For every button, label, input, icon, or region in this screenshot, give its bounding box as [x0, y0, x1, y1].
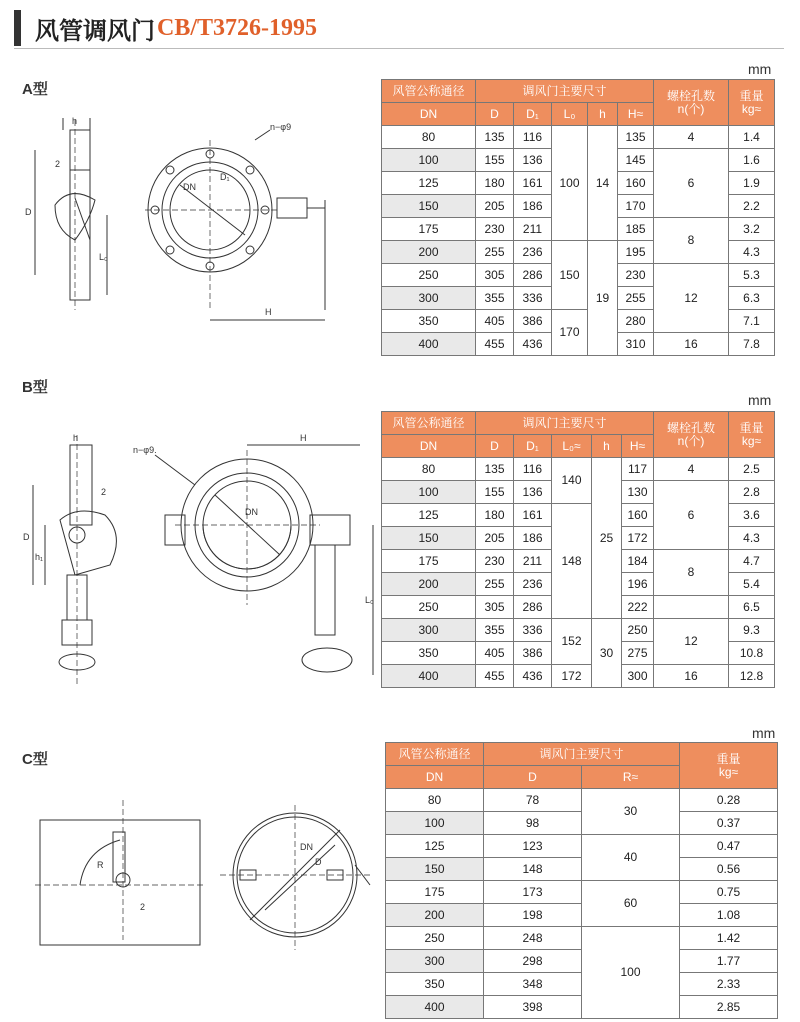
- c-kg-cell: 0.56: [680, 858, 778, 881]
- a-h-cell: 14: [588, 126, 618, 241]
- a-D-cell: 455: [476, 333, 514, 356]
- b-head-dn2: DN: [382, 435, 476, 458]
- a-n-cell: 12: [654, 264, 729, 333]
- c-kg-cell: 1.08: [680, 904, 778, 927]
- b-kg-cell: 10.8: [729, 642, 775, 665]
- c-dn-cell: 300: [386, 950, 484, 973]
- a-h-cell: 19: [588, 241, 618, 356]
- b-L0-cell: 172: [552, 665, 592, 688]
- a-dn-cell: 150: [382, 195, 476, 218]
- b-dn-cell: 150: [382, 527, 476, 550]
- b-head-L0: L₀≈: [552, 435, 592, 458]
- c-D-cell: 248: [484, 927, 582, 950]
- b-dim-DN: DN: [245, 507, 258, 517]
- b-D1-cell: 286: [514, 596, 552, 619]
- section-b-unit: mm: [748, 392, 772, 408]
- a-n-cell: 8: [654, 218, 729, 264]
- c-kg-cell: 2.33: [680, 973, 778, 996]
- c-dn-cell: 100: [386, 812, 484, 835]
- b-kg-cell: 5.4: [729, 573, 775, 596]
- a-L0-cell: 100: [552, 126, 588, 241]
- b-H-cell: 130: [622, 481, 654, 504]
- c-R-cell: 60: [582, 881, 680, 927]
- b-dn-cell: 100: [382, 481, 476, 504]
- table-row: [386, 927, 778, 950]
- header-rule: [14, 48, 784, 49]
- section-c-drawing: [15, 790, 385, 960]
- a-D1-cell: 336: [514, 287, 552, 310]
- section-a-drawing: [15, 110, 355, 345]
- b-H-cell: 172: [622, 527, 654, 550]
- c-dn-cell: 125: [386, 835, 484, 858]
- section-c-table: [385, 742, 778, 1019]
- b-D-cell: 355: [476, 619, 514, 642]
- b-h-cell: 25: [592, 458, 622, 619]
- a-dn-cell: 250: [382, 264, 476, 287]
- b-dn-cell: 175: [382, 550, 476, 573]
- table-row: [386, 881, 778, 904]
- a-H-cell: 230: [618, 264, 654, 287]
- section-c-label: C型: [22, 751, 48, 768]
- b-dn-cell: 400: [382, 665, 476, 688]
- c-dn-cell: 150: [386, 858, 484, 881]
- a-D1-cell: 136: [514, 149, 552, 172]
- c-head-R: R≈: [582, 766, 680, 789]
- a-kg-cell: 7.1: [729, 310, 775, 333]
- section-b-table: [381, 411, 775, 688]
- b-D1-cell: 186: [514, 527, 552, 550]
- c-D-cell: 98: [484, 812, 582, 835]
- b-dim-h1: h₁: [35, 552, 44, 562]
- a-dn-cell: 80: [382, 126, 476, 149]
- page-title: 风管调风门: [35, 16, 155, 45]
- b-H-cell: 184: [622, 550, 654, 573]
- a-D-cell: 355: [476, 287, 514, 310]
- c-R-cell: 100: [582, 927, 680, 1019]
- b-n-cell: 8: [654, 550, 729, 596]
- b-D1-cell: 136: [514, 481, 552, 504]
- c-dn-cell: 400: [386, 996, 484, 1019]
- a-D1-cell: 186: [514, 195, 552, 218]
- table-row: [382, 458, 775, 481]
- a-dim-L0: L₀: [99, 252, 108, 262]
- a-dn-cell: 200: [382, 241, 476, 264]
- b-head-h: h: [592, 435, 622, 458]
- a-dn-cell: 400: [382, 333, 476, 356]
- b-n-cell: [654, 596, 729, 619]
- b-dn-cell: 200: [382, 573, 476, 596]
- a-head-H: H≈: [618, 103, 654, 126]
- b-head-dn: 风管公称通径: [382, 412, 476, 435]
- b-D-cell: 155: [476, 481, 514, 504]
- c-D-cell: 348: [484, 973, 582, 996]
- a-D-cell: 205: [476, 195, 514, 218]
- b-D-cell: 455: [476, 665, 514, 688]
- section-b-drawing: [15, 425, 385, 695]
- c-kg-cell: 1.42: [680, 927, 778, 950]
- b-kg-cell: 3.6: [729, 504, 775, 527]
- c-kg-cell: 0.75: [680, 881, 778, 904]
- b-dim-H: H: [300, 433, 307, 443]
- b-D-cell: 405: [476, 642, 514, 665]
- b-L0-cell: 140: [552, 458, 592, 504]
- c-R-cell: 40: [582, 835, 680, 881]
- b-H-cell: 222: [622, 596, 654, 619]
- a-H-cell: 255: [618, 287, 654, 310]
- b-D-cell: 135: [476, 458, 514, 481]
- a-D-cell: 135: [476, 126, 514, 149]
- c-R-cell: 30: [582, 789, 680, 835]
- a-dn-cell: 125: [382, 172, 476, 195]
- a-dim-DN: DN: [183, 182, 196, 192]
- c-dn-cell: 350: [386, 973, 484, 996]
- c-kg-cell: 2.85: [680, 996, 778, 1019]
- c-dim-D: D: [315, 857, 322, 867]
- a-H-cell: 145: [618, 149, 654, 172]
- a-D1-cell: 286: [514, 264, 552, 287]
- b-kg-cell: 6.5: [729, 596, 775, 619]
- b-dn-cell: 300: [382, 619, 476, 642]
- c-head-D: D: [484, 766, 582, 789]
- a-kg-cell: 3.2: [729, 218, 775, 241]
- b-head-bolt: 螺栓孔数 n(个): [654, 412, 729, 458]
- a-D-cell: 255: [476, 241, 514, 264]
- a-H-cell: 170: [618, 195, 654, 218]
- a-H-cell: 185: [618, 218, 654, 241]
- a-L0-cell: 170: [552, 310, 588, 356]
- c-kg-cell: 1.77: [680, 950, 778, 973]
- b-D-cell: 305: [476, 596, 514, 619]
- b-H-cell: 275: [622, 642, 654, 665]
- c-dim-R: R: [97, 860, 104, 870]
- c-dn-cell: 200: [386, 904, 484, 927]
- b-H-cell: 117: [622, 458, 654, 481]
- b-H-cell: 196: [622, 573, 654, 596]
- a-H-cell: 280: [618, 310, 654, 333]
- a-kg-cell: 4.3: [729, 241, 775, 264]
- b-H-cell: 160: [622, 504, 654, 527]
- b-n-cell: 4: [654, 458, 729, 481]
- a-kg-cell: 1.6: [729, 149, 775, 172]
- a-H-cell: 160: [618, 172, 654, 195]
- b-D1-cell: 211: [514, 550, 552, 573]
- c-head-main: 调风门主要尺寸: [484, 743, 680, 766]
- b-D-cell: 180: [476, 504, 514, 527]
- b-D-cell: 255: [476, 573, 514, 596]
- a-dim-D1: D₁: [220, 172, 230, 182]
- c-dn-cell: 175: [386, 881, 484, 904]
- table-row: [386, 835, 778, 858]
- table-row: [382, 126, 775, 149]
- a-kg-cell: 6.3: [729, 287, 775, 310]
- a-D1-cell: 161: [514, 172, 552, 195]
- c-D-cell: 78: [484, 789, 582, 812]
- a-dn-cell: 100: [382, 149, 476, 172]
- b-dim-D: D: [23, 532, 30, 542]
- section-b-label: B型: [22, 379, 48, 396]
- c-D-cell: 173: [484, 881, 582, 904]
- table-row: [382, 619, 775, 642]
- b-D-cell: 230: [476, 550, 514, 573]
- c-D-cell: 123: [484, 835, 582, 858]
- c-dim-DN: DN: [300, 842, 313, 852]
- b-kg-cell: 2.5: [729, 458, 775, 481]
- b-head-D1: D₁: [514, 435, 552, 458]
- b-dn-cell: 250: [382, 596, 476, 619]
- c-head-dn: 风管公称通径: [386, 743, 484, 766]
- a-dim-h: h: [72, 116, 78, 126]
- a-D-cell: 155: [476, 149, 514, 172]
- a-D-cell: 180: [476, 172, 514, 195]
- b-dim-2: 2: [101, 487, 107, 497]
- a-dn-cell: 350: [382, 310, 476, 333]
- table-row: [382, 665, 775, 688]
- c-kg-cell: 0.47: [680, 835, 778, 858]
- b-D1-cell: 161: [514, 504, 552, 527]
- a-H-cell: 135: [618, 126, 654, 149]
- c-D-cell: 298: [484, 950, 582, 973]
- a-L0-cell: 150: [552, 241, 588, 310]
- c-dn-cell: 250: [386, 927, 484, 950]
- b-dn-cell: 125: [382, 504, 476, 527]
- b-H-cell: 250: [622, 619, 654, 642]
- a-kg-cell: 1.4: [729, 126, 775, 149]
- b-D1-cell: 116: [514, 458, 552, 481]
- b-dim-L0: L₀: [365, 595, 374, 605]
- section-a-label: A型: [22, 81, 48, 98]
- b-L0-cell: 152: [552, 619, 592, 665]
- c-D-cell: 398: [484, 996, 582, 1019]
- a-head-weight: 重量 kg≈: [729, 80, 775, 126]
- a-dim-2: 2: [55, 159, 61, 169]
- a-D1-cell: 436: [514, 333, 552, 356]
- section-c-unit: mm: [752, 725, 776, 741]
- a-D1-cell: 386: [514, 310, 552, 333]
- a-kg-cell: 1.9: [729, 172, 775, 195]
- b-kg-cell: 4.7: [729, 550, 775, 573]
- a-n-cell: 4: [654, 126, 729, 149]
- c-D-cell: 148: [484, 858, 582, 881]
- b-dim-h: h: [73, 433, 79, 443]
- b-h-cell: 30: [592, 619, 622, 688]
- b-n-cell: 12: [654, 619, 729, 665]
- b-D1-cell: 386: [514, 642, 552, 665]
- b-D1-cell: 236: [514, 573, 552, 596]
- header-bar: [14, 10, 21, 46]
- a-H-cell: 310: [618, 333, 654, 356]
- b-kg-cell: 2.8: [729, 481, 775, 504]
- b-dim-holes: n−φ9.: [133, 445, 157, 455]
- b-kg-cell: 12.8: [729, 665, 775, 688]
- page-header: [14, 10, 317, 46]
- b-head-H: H≈: [622, 435, 654, 458]
- a-dim-H: H: [265, 307, 272, 317]
- a-D1-cell: 236: [514, 241, 552, 264]
- c-dn-cell: 80: [386, 789, 484, 812]
- c-D-cell: 198: [484, 904, 582, 927]
- a-head-dn: 风管公称通径: [382, 80, 476, 103]
- page-standard-code: CB/T3726-1995: [157, 14, 318, 41]
- a-head-dn2: DN: [382, 103, 476, 126]
- a-D1-cell: 116: [514, 126, 552, 149]
- a-kg-cell: 2.2: [729, 195, 775, 218]
- a-H-cell: 195: [618, 241, 654, 264]
- c-dim-2: 2: [140, 902, 146, 912]
- a-dim-holes: n−φ9: [270, 122, 292, 132]
- c-kg-cell: 0.37: [680, 812, 778, 835]
- b-L0-cell: 148: [552, 504, 592, 619]
- b-head-weight: 重量 kg≈: [729, 412, 775, 458]
- b-dn-cell: 80: [382, 458, 476, 481]
- b-kg-cell: 4.3: [729, 527, 775, 550]
- b-head-main: 调风门主要尺寸: [476, 412, 654, 435]
- b-D-cell: 205: [476, 527, 514, 550]
- a-head-D: D: [476, 103, 514, 126]
- section-a-unit: mm: [748, 61, 772, 77]
- b-D1-cell: 336: [514, 619, 552, 642]
- section-a-table: [381, 79, 775, 356]
- a-D1-cell: 211: [514, 218, 552, 241]
- b-n-cell: 16: [654, 665, 729, 688]
- c-head-dn2: DN: [386, 766, 484, 789]
- a-kg-cell: 7.8: [729, 333, 775, 356]
- a-n-cell: 6: [654, 149, 729, 218]
- a-kg-cell: 5.3: [729, 264, 775, 287]
- a-head-h: h: [588, 103, 618, 126]
- table-row: [386, 789, 778, 812]
- a-dn-cell: 175: [382, 218, 476, 241]
- c-head-weight: 重量 kg≈: [680, 743, 778, 789]
- a-head-main: 调风门主要尺寸: [476, 80, 654, 103]
- a-n-cell: 16: [654, 333, 729, 356]
- a-head-bolt: 螺栓孔数 n(个): [654, 80, 729, 126]
- a-D-cell: 405: [476, 310, 514, 333]
- b-dn-cell: 350: [382, 642, 476, 665]
- b-D1-cell: 436: [514, 665, 552, 688]
- a-D-cell: 230: [476, 218, 514, 241]
- b-head-D: D: [476, 435, 514, 458]
- a-D-cell: 305: [476, 264, 514, 287]
- c-kg-cell: 0.28: [680, 789, 778, 812]
- a-head-D1: D₁: [514, 103, 552, 126]
- b-n-cell: 6: [654, 481, 729, 550]
- b-H-cell: 300: [622, 665, 654, 688]
- a-head-L0: L₀: [552, 103, 588, 126]
- b-kg-cell: 9.3: [729, 619, 775, 642]
- a-dim-D: D: [25, 207, 32, 217]
- a-dn-cell: 300: [382, 287, 476, 310]
